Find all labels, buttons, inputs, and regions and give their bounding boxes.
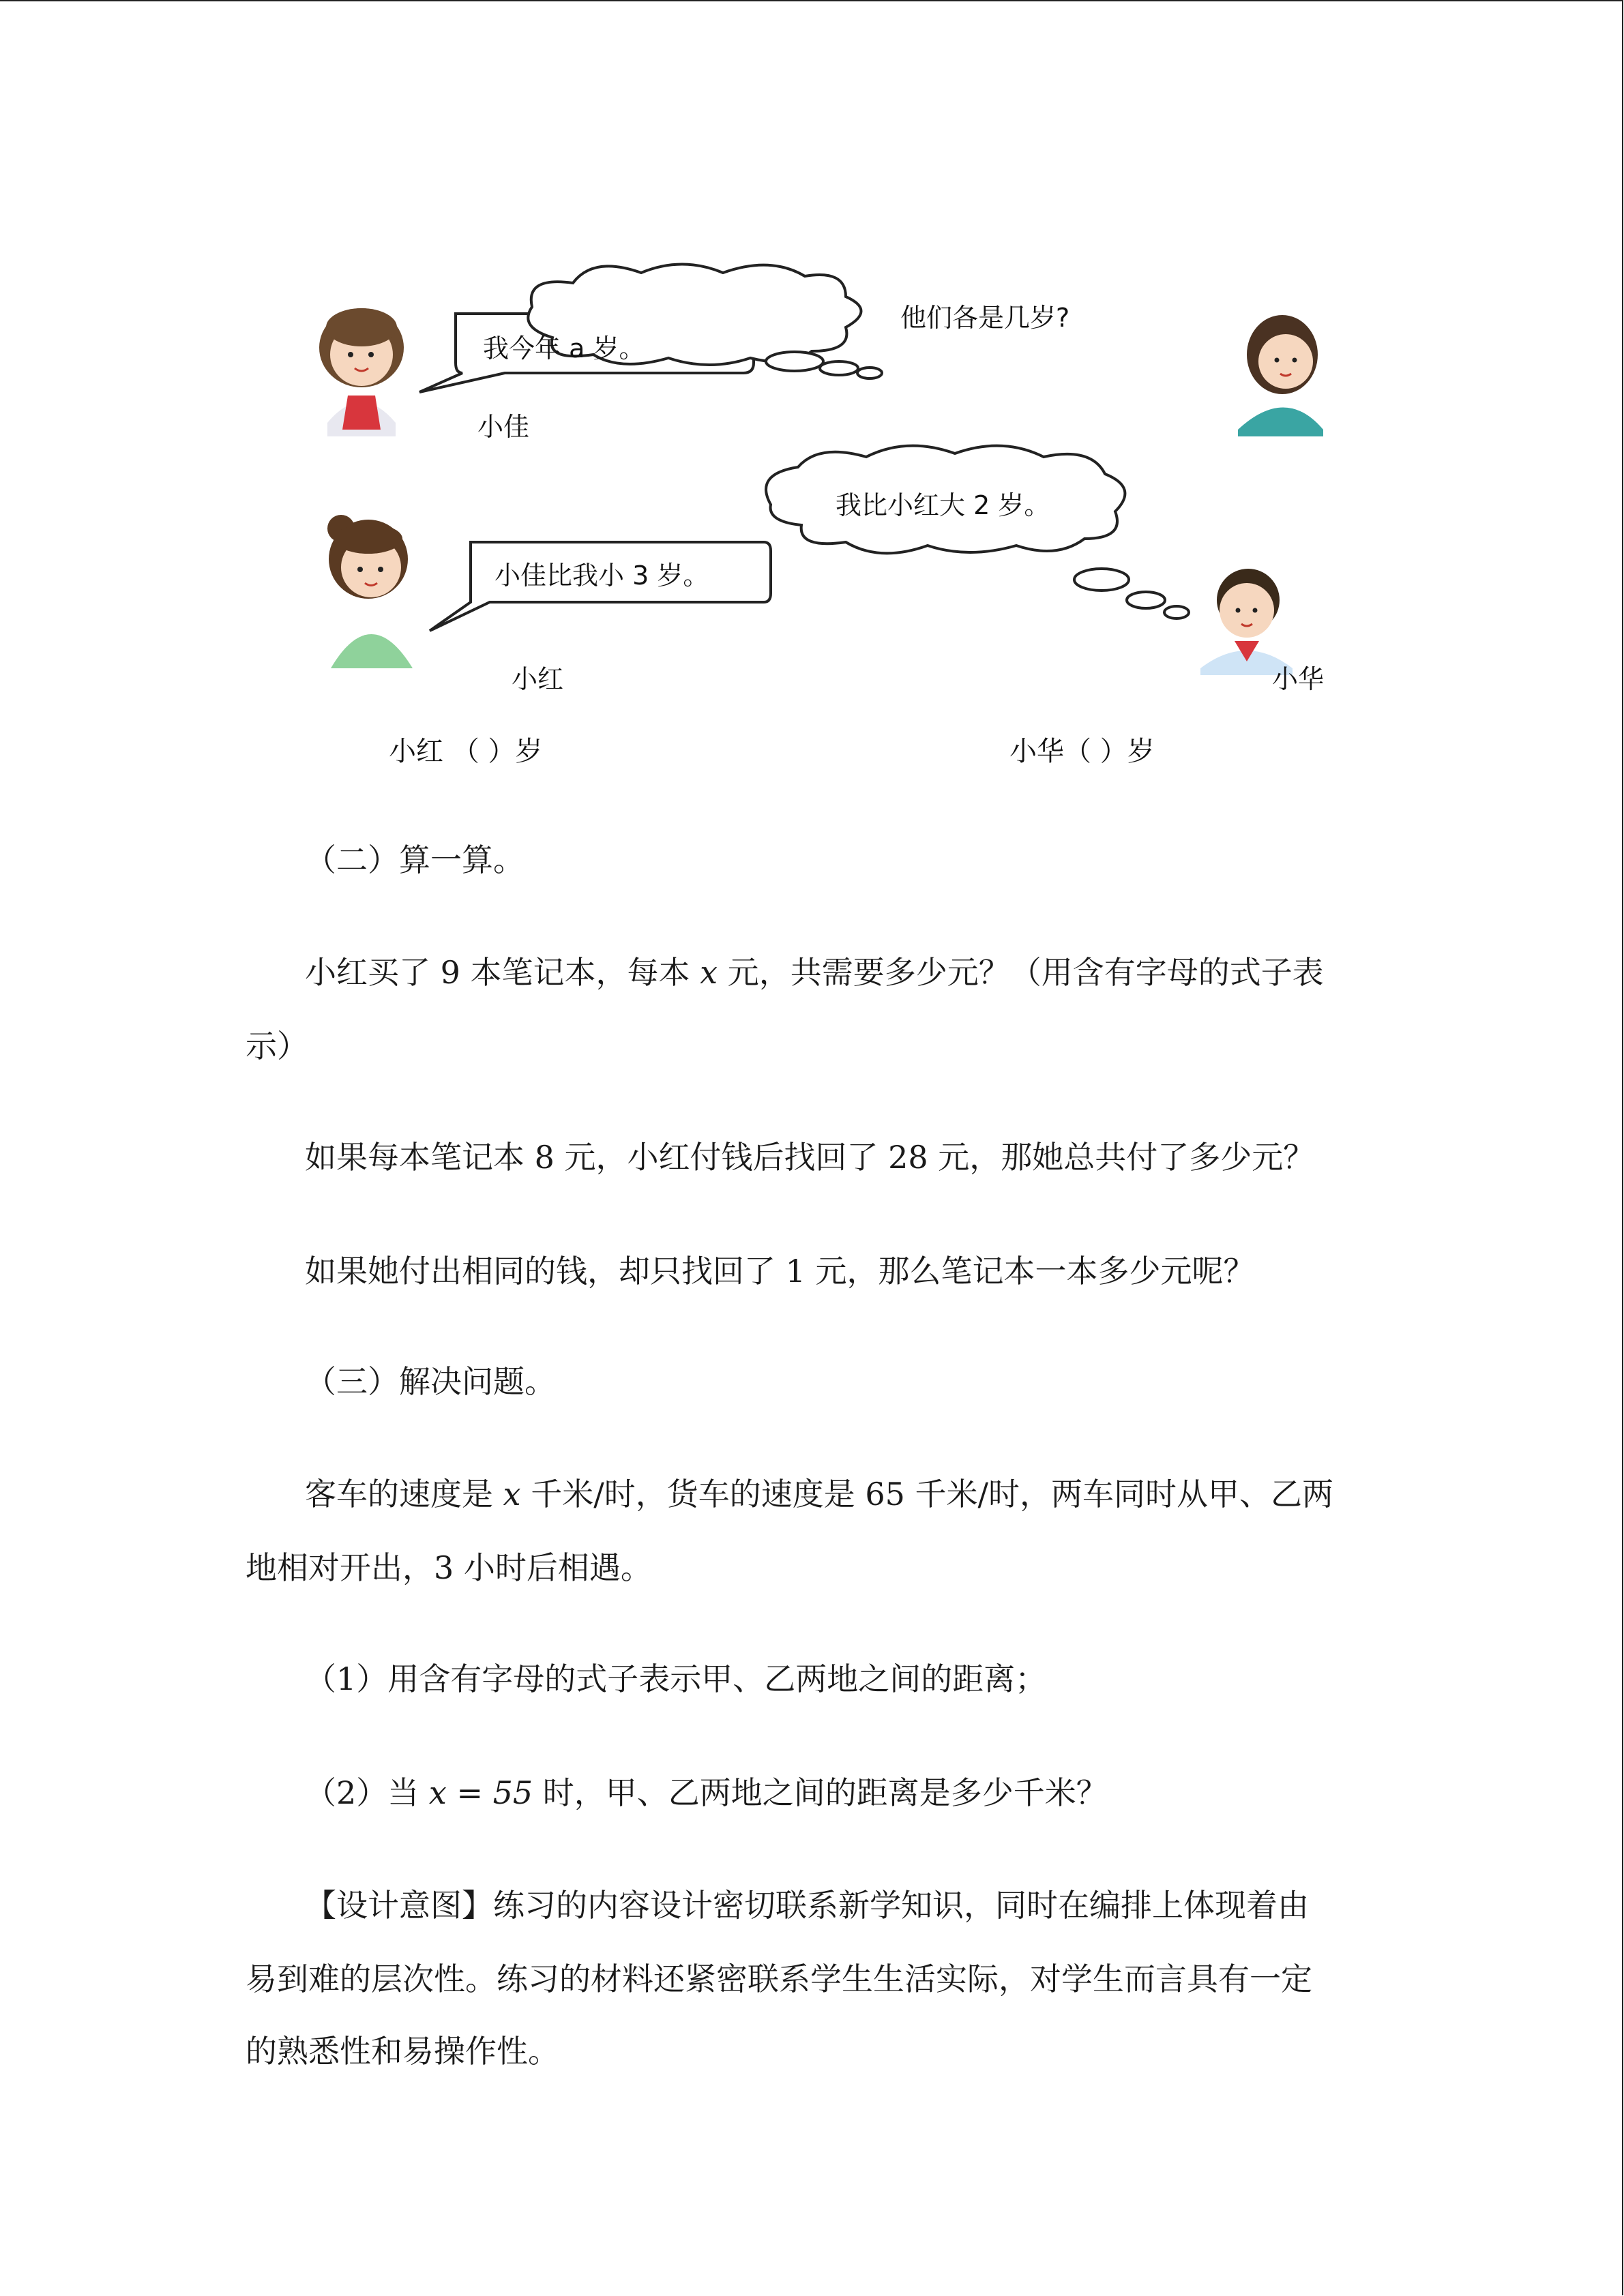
- teacher-figure: [1238, 315, 1323, 436]
- xiaohua-name: 小华: [1272, 664, 1325, 694]
- xiaohong-figure: [327, 515, 413, 668]
- prob-text-b: 千米/时，货车的速度是 65 千米/时，两车同时从甲、乙两: [520, 1476, 1333, 1512]
- q1-text-b: 元，共需要多少元？（用含有字母的式子表: [718, 954, 1324, 991]
- section3-heading: （三）解决问题。: [305, 1363, 556, 1400]
- xiaojia-bubble-text: 我今年 a 岁。: [483, 333, 645, 363]
- q1-variable: x: [700, 954, 718, 991]
- design-intent-line2: 易到难的层次性。练习的材料还紧密联系学生生活实际，对学生而言具有一定: [246, 1960, 1312, 1997]
- section3-problem-line2: 地相对开出，3 小时后相遇。: [246, 1549, 652, 1586]
- xiaohua-thought-bubble: [766, 446, 1189, 618]
- design-intent-line1: 【设计意图】练习的内容设计密切联系新学知识，同时在编排上体现着由: [305, 1887, 1309, 1924]
- xiaojia-name: 小佳: [477, 412, 530, 442]
- xiaohong-name: 小红: [512, 664, 564, 694]
- section3-problem-line1: [305, 1457, 1333, 1531]
- teacher-bubble-text: 他们各是几岁?: [900, 303, 1070, 333]
- sub2-text-a: （2）当: [305, 1774, 429, 1811]
- xiaojia-figure: [319, 308, 404, 436]
- xiaohong-bubble-text: 小佳比我小 3 岁。: [494, 561, 709, 591]
- prob-text-a: 客车的速度是: [305, 1476, 503, 1512]
- prob-variable: x: [503, 1476, 521, 1512]
- section2-heading: （二）算一算。: [305, 841, 525, 878]
- xiaohua-age-answer: 小华（ ）岁: [1009, 736, 1155, 767]
- section3-subquestion1: （1）用含有字母的式子表示甲、乙两地之间的距离；: [305, 1660, 1047, 1697]
- section2-question1-line1: [305, 936, 1324, 1009]
- sub2-text-b: 时，甲、乙两地之间的距离是多少千米？: [533, 1774, 1108, 1811]
- section2-question1-line2: 示）: [246, 1028, 308, 1064]
- section2-question2: 如果每本笔记本 8 元，小红付钱后找回了 28 元，那她总共付了多少元？: [305, 1139, 1315, 1176]
- section2-question3: 如果她付出相同的钱，却只找回了 1 元，那么笔记本一本多少元呢？: [305, 1253, 1255, 1289]
- design-intent-line3: 的熟悉性和易操作性。: [246, 2033, 559, 2070]
- q1-text-a: 小红买了 9 本笔记本，每本: [305, 954, 700, 991]
- exercise-illustration: [300, 259, 1378, 777]
- sub2-equation: x = 55: [428, 1774, 533, 1811]
- xiaohong-age-answer: 小红 （ ）岁: [389, 736, 543, 767]
- section3-subquestion2: [305, 1756, 1108, 1830]
- xiaohua-bubble-text: 我比小红大 2 岁。: [836, 490, 1050, 520]
